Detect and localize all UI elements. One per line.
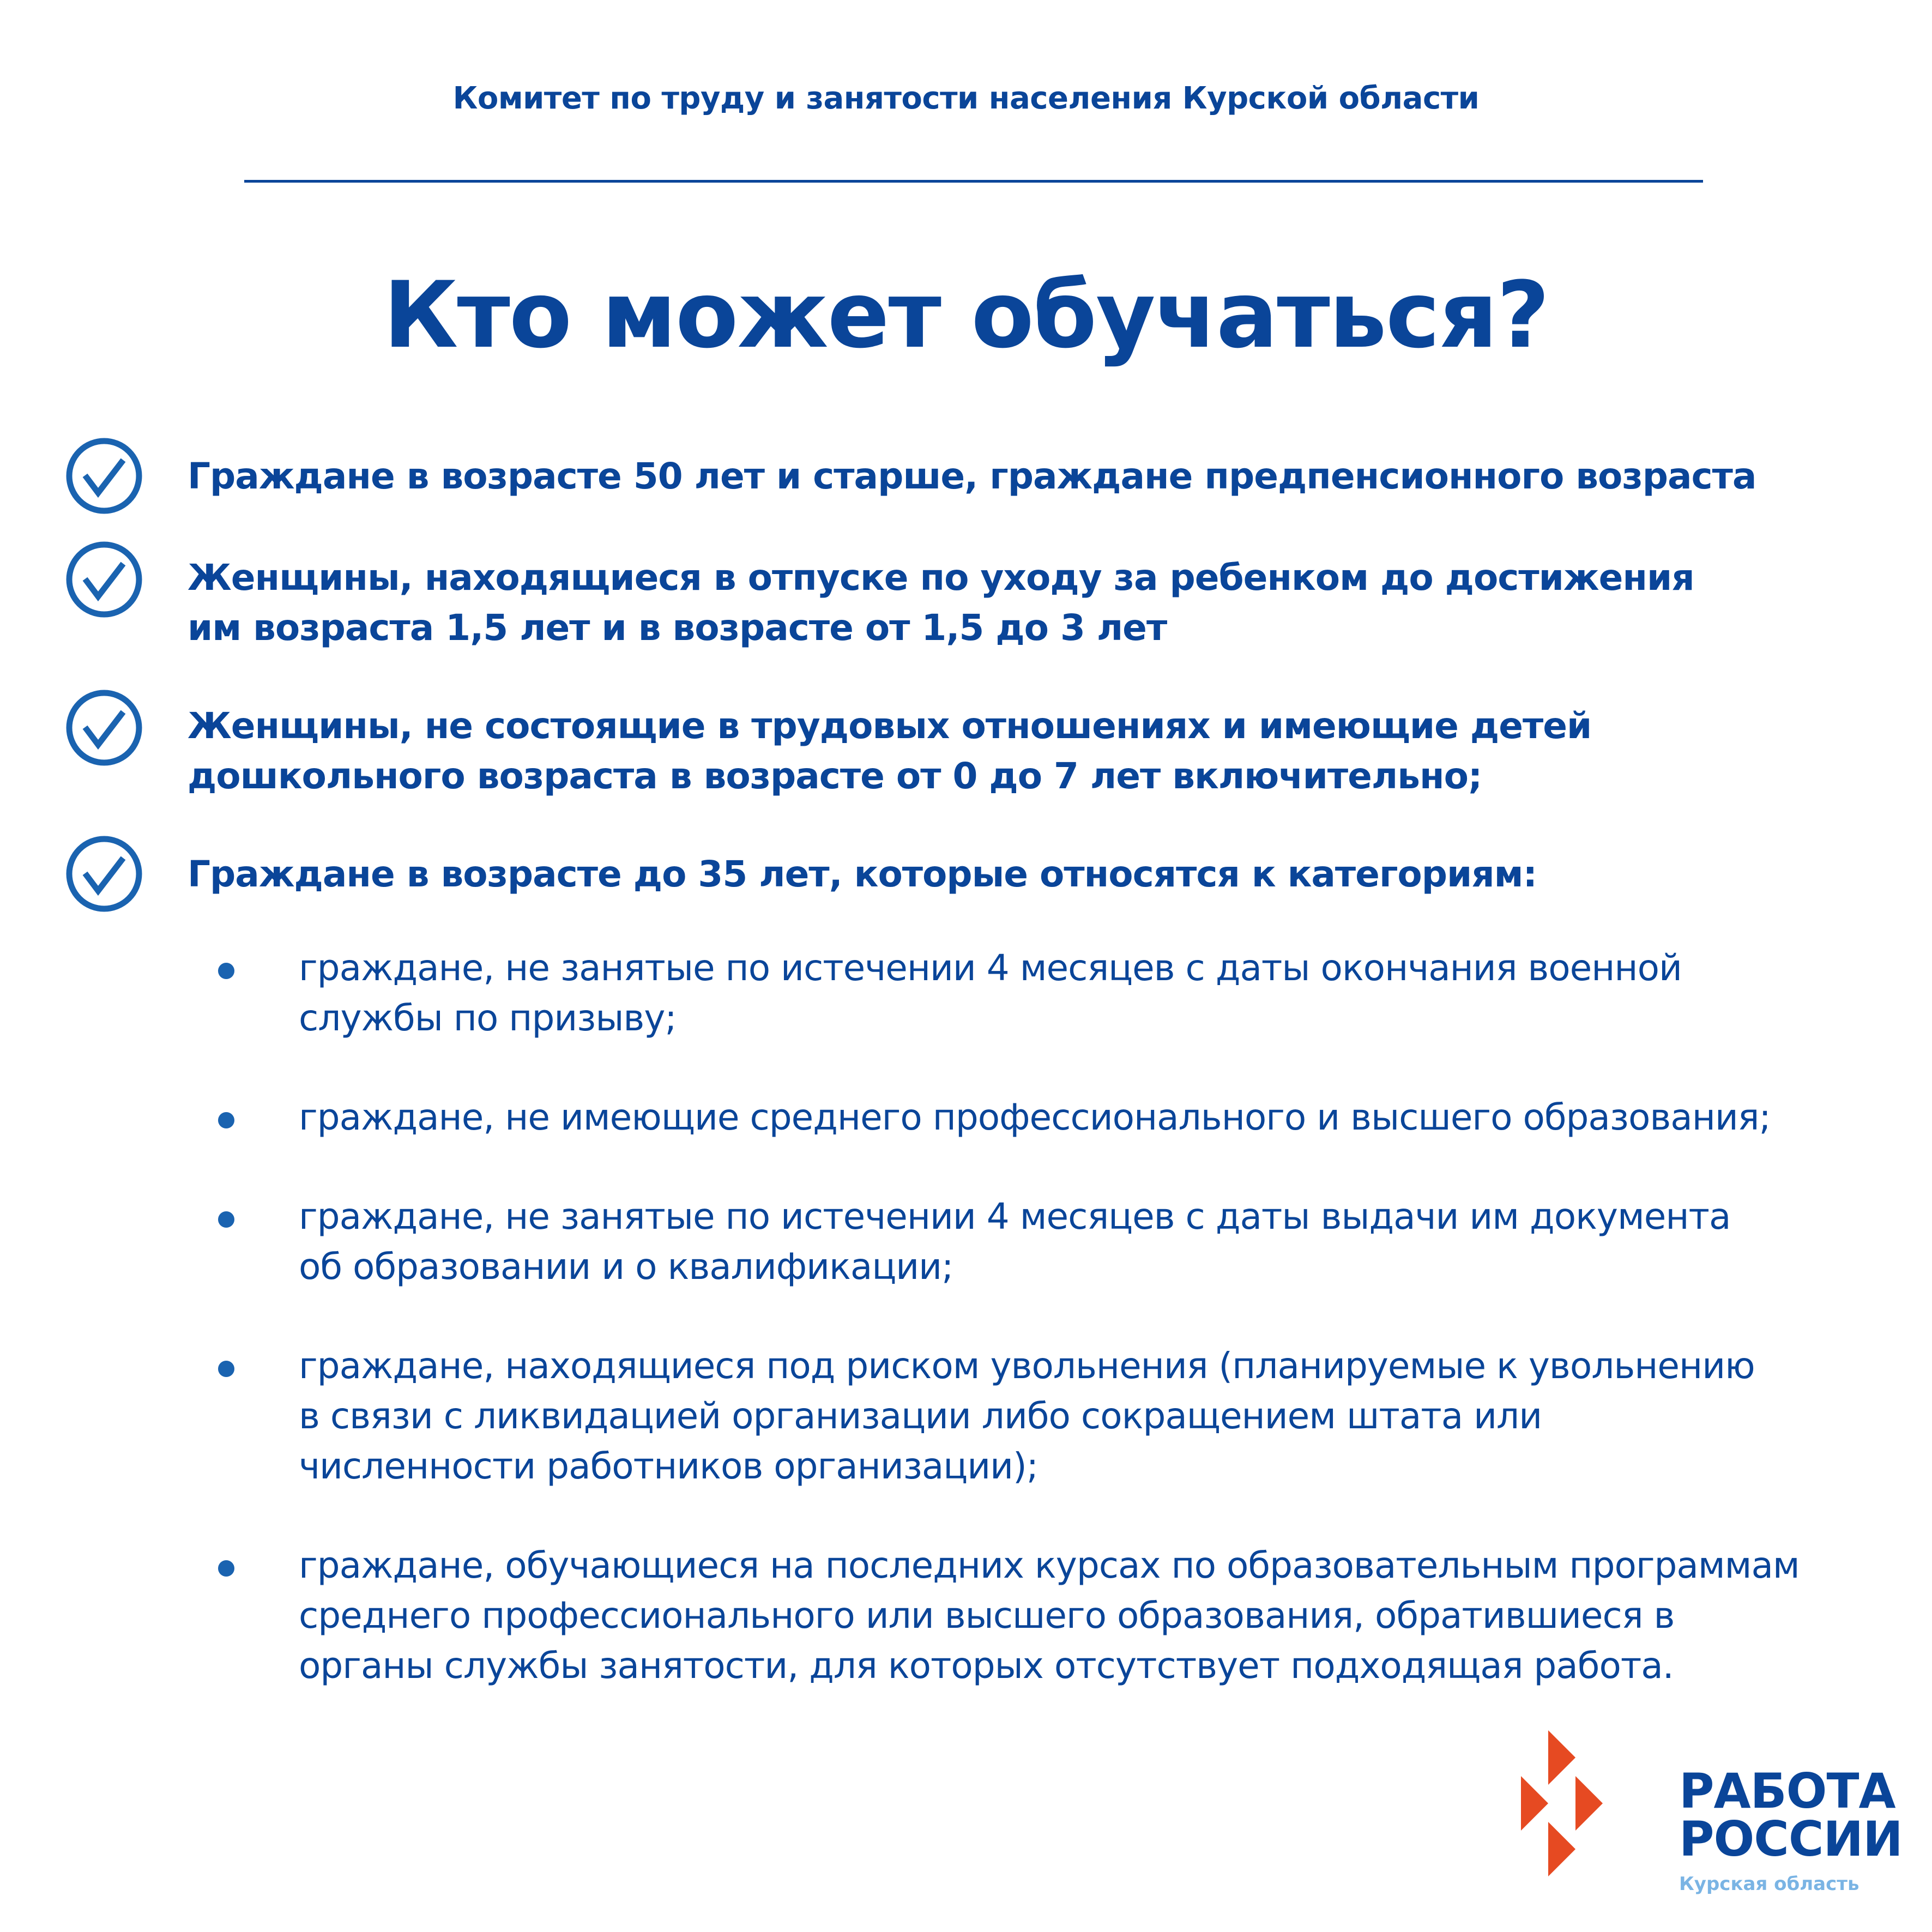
checklist-text: Женщины, находящиеся в отпуске по уходу за ребенком до достижения им возраста 1,5 лет и в возрасте от 1,5 до 3 лет <box>188 557 1694 649</box>
page-title: Кто может обучаться? <box>383 262 1549 369</box>
subcategory-item <box>218 943 1682 1043</box>
subcategory-item <box>218 1192 1730 1292</box>
subcategory-item <box>218 1341 1755 1492</box>
subcategory-item <box>218 1092 1771 1143</box>
bullet-icon <box>218 1211 234 1228</box>
checklist-item <box>64 834 1537 914</box>
checklist-text: Граждане в возрасте до 35 лет, которые относятся к категориям: <box>188 853 1537 895</box>
bullet-icon <box>218 963 234 979</box>
subcategory-text: граждане, не занятые по истечении 4 месяцев с даты выдачи им документа об образовании и о квалификации; <box>299 1196 1731 1288</box>
bullet-icon <box>218 1560 234 1577</box>
logo-region: Курская область <box>1679 1873 1859 1895</box>
check-circle-icon <box>64 436 144 516</box>
rabota-rossii-logo <box>1494 1728 1930 1903</box>
bullet-icon <box>218 1361 234 1377</box>
check-circle-icon <box>64 834 144 914</box>
logo-text-line1: РАБОТА <box>1679 1763 1895 1819</box>
rabota-rossii-arrows-icon <box>1494 1728 1668 1903</box>
subcategory-text: граждане, не занятые по истечении 4 месяцев с даты окончания военной службы по призыву; <box>299 947 1682 1039</box>
checklist-text: Женщины, не состоящие в трудовых отношениях и имеющие детей дошкольного возраста в возрасте от 0 до 7 лет включительно; <box>188 705 1592 797</box>
subcategory-text: граждане, обучающиеся на последних курсах по образовательным программам среднего профессионального или высшего образования, обратившиеся в органы службы занятости, для которых отсутствует подходящая работа. <box>299 1544 1800 1687</box>
header-divider <box>244 180 1703 183</box>
logo-text-line2: РОССИИ <box>1679 1811 1903 1867</box>
checklist-item <box>64 436 1756 516</box>
logo-arrow-left <box>1521 1776 1548 1831</box>
logo-arrow-top <box>1548 1730 1575 1785</box>
organization-header: Комитет по труду и занятости населения Курской области <box>452 81 1480 116</box>
subcategory-item <box>218 1541 1800 1691</box>
logo-arrow-right <box>1575 1776 1603 1831</box>
check-circle-icon <box>64 688 144 768</box>
check-circle-icon <box>64 540 144 619</box>
bullet-icon <box>218 1112 234 1128</box>
checklist-text: Граждане в возрасте 50 лет и старше, граждане предпенсионного возраста <box>188 455 1756 497</box>
subcategory-text: граждане, не имеющие среднего профессионального и высшего образования; <box>299 1096 1771 1138</box>
logo-arrow-bottom <box>1548 1822 1575 1876</box>
checklist-item <box>64 688 1591 801</box>
checklist-item <box>64 540 1694 653</box>
subcategory-text: граждане, находящиеся под риском увольнения (планируемые к увольнению в связи с ликвидацией организации либо сокращением штата или численности работников организации); <box>299 1345 1755 1487</box>
